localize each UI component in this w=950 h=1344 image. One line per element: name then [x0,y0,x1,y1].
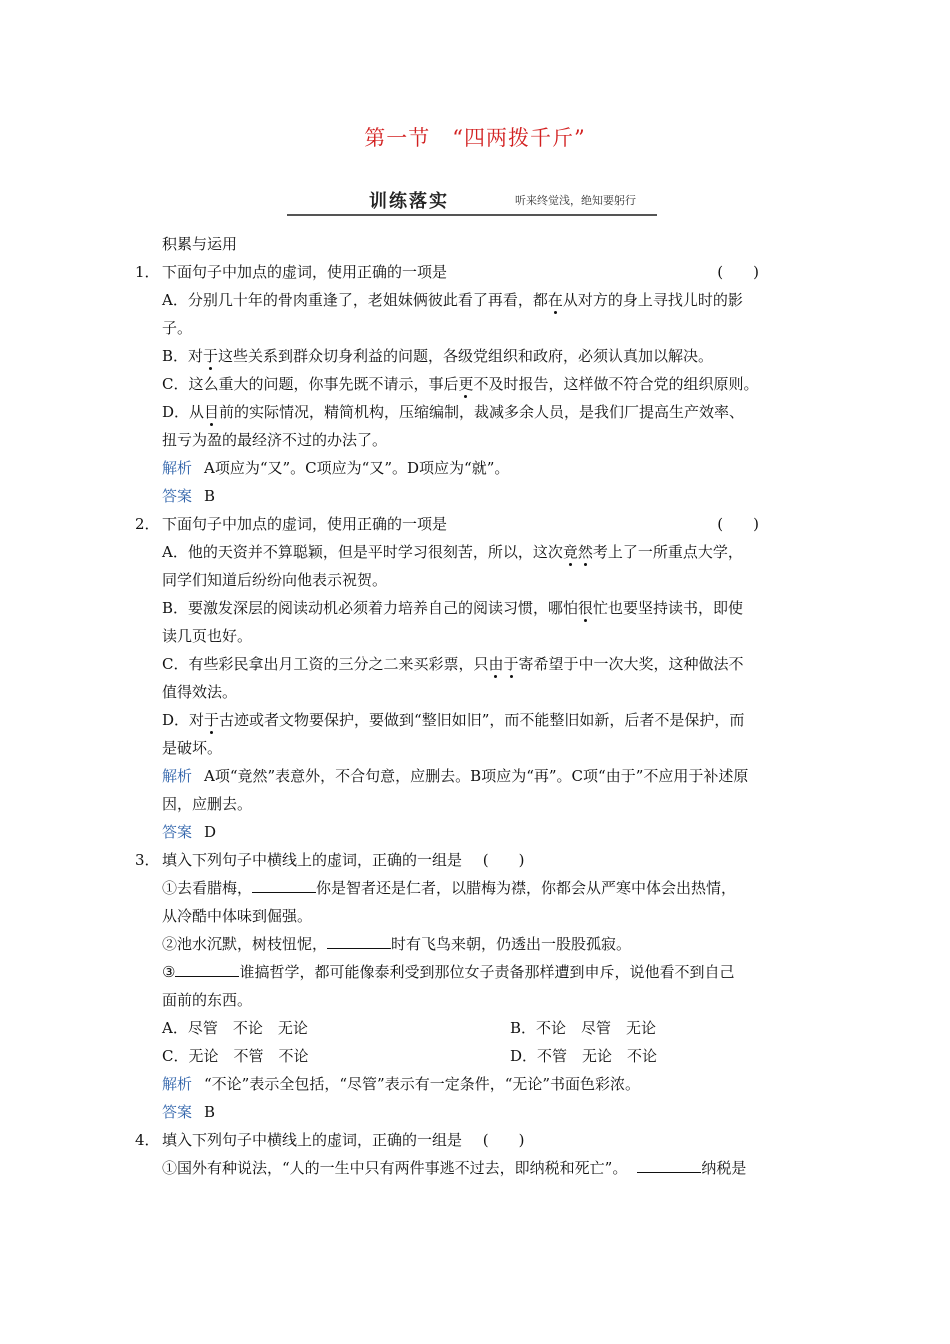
section-label: 积累与运用 [162,235,238,253]
question-3-sentence-1-cont: 从冷酷中体味到倔强。 [162,907,313,925]
answer-paren: ( ) [482,851,525,869]
question-2-option-b: B．要激发深层的阅读动机必须着力培养自己的阅读习惯，哪怕很忙也要坚持读书，即使 [162,599,744,617]
question-1-option-a-cont: 子。 [162,319,193,337]
question-1-option-d-cont: 扭亏为盈的最经济不过的办法了。 [162,431,388,449]
question-1-analysis: 解析 A项应为“又”。C项应为“又”。D项应为“就”。 [162,459,510,477]
answer-paren: ( ) [482,1131,525,1149]
dotted-word: 在 [547,291,563,309]
question-1-option-c: C．这么重大的问题，你事先既不请示，事后更不及时报告，这样做不符合党的组织原则。 [162,375,759,393]
dotted-word: 于 [503,655,519,673]
question-4-sentence-1: ①国外有种说法，“人的一生中只有两件事逃不过去，即纳税和死亡”。 纳税是 [135,1154,817,1182]
question-1-stem: 1． 下面句子中加点的虚词，使用正确的一项是 ( ) [135,258,817,286]
banner-divider [287,214,657,216]
question-3-sentence-3: ③ 谁搞哲学，都可能像泰利受到那位女子责备那样遭到申斥，说他看不到自己 [135,958,817,986]
question-3-sentence-3-cont: 面前的东西。 [162,991,253,1009]
question-2-option-c-cont: 值得效法。 [162,683,238,701]
section-banner [287,187,657,215]
question-1-answer: 答案 B [162,487,216,505]
question-1-option-a: A．分别几十年的骨肉重逢了，老姐妹俩彼此看了再看，都在从对方的身上寻找儿时的影 [162,291,743,309]
question-3-sentence-2: ②池水沉默，树枝忸怩， 时有飞鸟来朝，仍透出一股股孤寂。 [135,930,817,958]
question-3-options-cd: C．无论 不管 不论 D．不管 无论 不论 [162,1047,658,1065]
fill-blank [637,1155,701,1173]
question-2-stem: 2． 下面句子中加点的虚词，使用正确的一项是 ( ) [135,510,817,538]
answer-paren: ( ) [717,263,759,281]
question-2-option-d-cont: 是破坏。 [162,739,223,757]
page-title: 第一节 “四两拨千斤” [364,126,586,150]
question-3-sentence-1: ①去看腊梅， 你是智者还是仁者，以腊梅为襟，你都会从严寒中体会出热情， [135,874,817,902]
dotted-word: 于 [203,347,219,365]
dotted-word: 更 [458,375,474,393]
question-1-option-b: B．对于这些关系到群众切身利益的问题，各级党组织和政府，必须认真加以解决。 [162,347,714,365]
question-3-stem: 3． 填入下列句子中横线上的虚词，正确的一组是 ( ) [135,851,525,869]
question-2-analysis-cont: 因，应删去。 [162,795,253,813]
banner-title: 训练落实 [369,191,449,212]
question-2-option-c: C．有些彩民拿出月工资的三分之二来买彩票，只由于寄希望于中一次大奖，这种做法不 [162,655,744,673]
question-3-options-ab: A．尽管 不论 无论 B．不论 尽管 无论 [162,1019,657,1037]
dotted-word: 目 [204,403,220,421]
question-4-stem: 4． 填入下列句子中横线上的虚词，正确的一组是 ( ) [135,1131,525,1149]
question-2-answer: 答案 D [162,823,217,841]
banner-subtitle: 听来终觉浅，绝知要躬行 [515,194,636,207]
dotted-word: 由 [488,655,504,673]
question-2-option-d: D．对于古迹或者文物要保护，要做到“整旧如旧”，而不能整旧如新，后者不是保护，而 [162,711,745,729]
answer-paren: ( ) [717,515,759,533]
question-2-option-b-cont: 读几页也好。 [162,627,253,645]
question-2-option-a: A．他的天资并不算聪颖，但是平时学习很刻苦，所以，这次竟然考上了一所重点大学， [162,543,743,561]
fill-blank [252,875,316,893]
exercise-content [135,230,817,1182]
question-3-answer: 答案 B [162,1103,216,1121]
dotted-word: 然 [577,543,593,561]
dotted-word: 竟 [562,543,578,561]
dotted-word: 很 [578,599,594,617]
question-1-option-d: D．从目前的实际情况，精简机构，压缩编制，裁减多余人员，是我们厂提高生产效率、 [162,403,745,421]
dotted-word: 于 [204,711,220,729]
question-2-option-a-cont: 同学们知道后纷纷向他表示祝贺。 [162,571,388,589]
question-2-analysis: 解析 A项“竟然”表意外，不合句意，应删去。B项应为“再”。C项“由于”不应用于补述原 [162,767,749,785]
fill-blank [327,931,391,949]
question-3-analysis: 解析 “不论”表示全包括，“尽管”表示有一定条件，“无论”书面色彩浓。 [162,1075,641,1093]
fill-blank [175,959,239,977]
